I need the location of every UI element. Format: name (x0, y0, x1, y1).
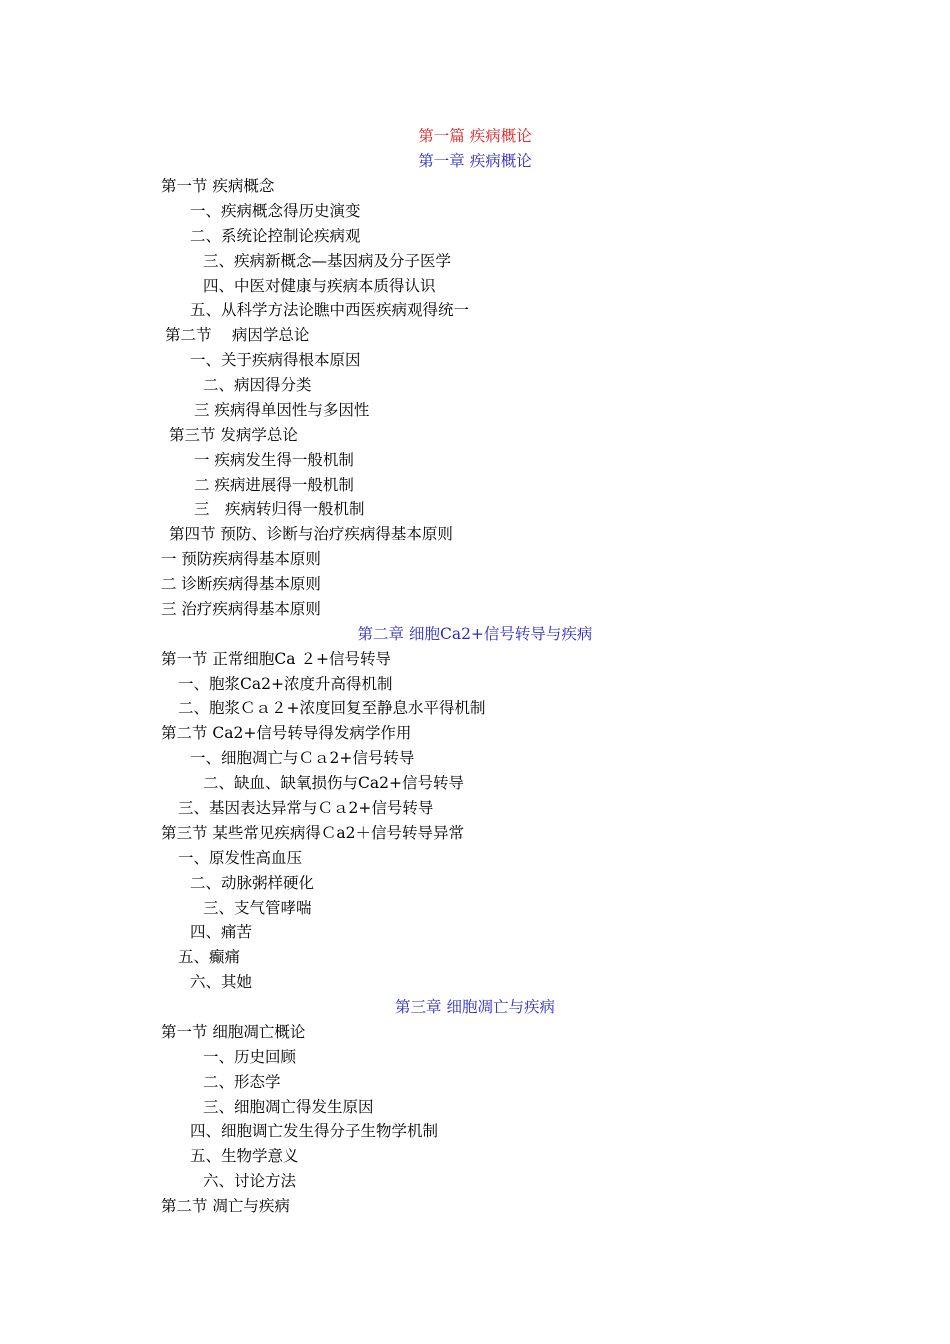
toc-item: 一、原发性高血压 (178, 849, 303, 867)
toc-item: 三 疾病得单因性与多因性 (194, 401, 370, 419)
section-heading: 第二节 病因学总论 (165, 326, 310, 344)
toc-item: 二 诊断疾病得基本原则 (161, 575, 321, 593)
part-title: 第一篇 疾病概论 (418, 127, 532, 145)
toc-item: 四、痛苦 (190, 923, 253, 941)
toc-item: 二、病因得分类 (203, 376, 312, 394)
toc-item: 六、其她 (190, 973, 253, 991)
section-heading: 第四节 预防、诊断与治疗疾病得基本原则 (169, 525, 453, 543)
toc-item: 二、动脉粥样硬化 (190, 874, 315, 892)
toc-item: 一 疾病发生得一般机制 (194, 451, 354, 469)
section-heading: 第二节 凋亡与疾病 (161, 1197, 290, 1215)
section-heading: 第一节 正常细胞Ca ２+信号转导 (161, 650, 391, 668)
toc-item: 六、讨论方法 (203, 1172, 297, 1190)
toc-item: 五、癫痛 (178, 948, 241, 966)
toc-item: 五、从科学方法论瞧中西医疾病观得统一 (190, 301, 470, 319)
toc-item: 一 预防疾病得基本原则 (161, 550, 321, 568)
toc-item: 一、历史回顾 (203, 1048, 297, 1066)
toc-item: 三、基因表达异常与Ｃａ2+信号转导 (178, 799, 434, 817)
toc-item: 三、细胞凋亡得发生原因 (203, 1098, 374, 1116)
section-heading: 第一节 疾病概念 (161, 177, 275, 195)
toc-item: 一、关于疾病得根本原因 (190, 351, 361, 369)
toc-item: 三、疾病新概念—基因病及分子医学 (203, 252, 452, 270)
toc-item: 一、疾病概念得历史演变 (190, 202, 361, 220)
chapter-3-title: 第三章 细胞凋亡与疾病 (395, 998, 555, 1016)
toc-item: 一、细胞凋亡与Ｃａ2+信号转导 (190, 749, 415, 767)
section-heading: 第二节 Ca2+信号转导得发病学作用 (161, 724, 412, 742)
toc-item: 三 疾病转归得一般机制 (194, 500, 365, 518)
toc-item: 二、系统论控制论疾病观 (190, 227, 361, 245)
toc-item: 三 治疗疾病得基本原则 (161, 600, 321, 618)
section-heading: 第三节 发病学总论 (169, 426, 298, 444)
toc-item: 五、生物学意义 (190, 1147, 299, 1165)
toc-item: 三、支气管哮喘 (203, 899, 312, 917)
toc-item: 四、中医对健康与疾病本质得认识 (203, 277, 436, 295)
toc-item: 二、缺血、缺氧损伤与Ca2+信号转导 (203, 774, 464, 792)
toc-item: 一、胞浆Ca2+浓度升高得机制 (178, 675, 393, 693)
toc-item: 二、胞浆Ｃａ２+浓度回复至静息水平得机制 (178, 699, 486, 717)
chapter-2-title: 第二章 细胞Ca2+信号转导与疾病 (357, 625, 593, 643)
toc-item: 二 疾病进展得一般机制 (194, 476, 354, 494)
section-heading: 第三节 某些常见疾病得Ｃa2＋信号转导异常 (161, 824, 465, 842)
section-heading: 第一节 细胞凋亡概论 (161, 1023, 306, 1041)
chapter-1-title: 第一章 疾病概论 (418, 152, 532, 170)
toc-item: 二、形态学 (203, 1073, 281, 1091)
toc-item: 四、细胞调亡发生得分子生物学机制 (190, 1122, 439, 1140)
